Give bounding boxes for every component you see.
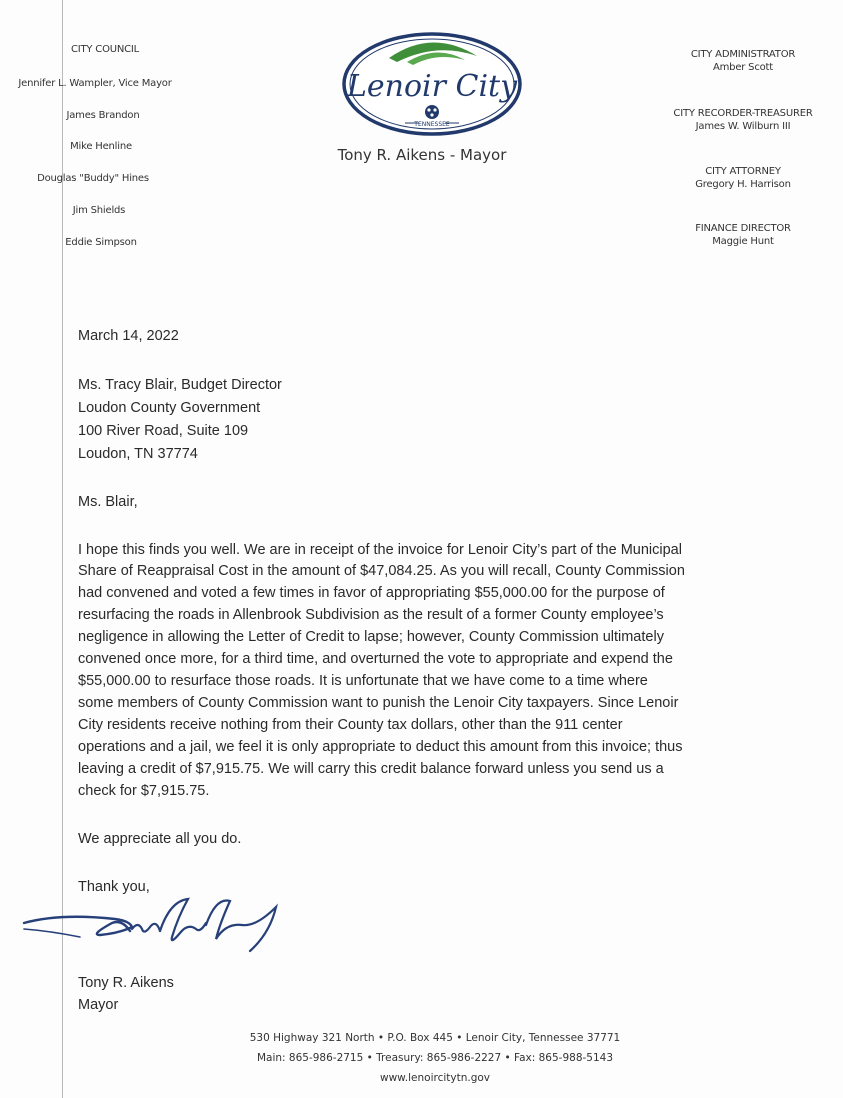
closing-line: Thank you, <box>78 879 150 895</box>
council-member: Jennifer L. Wampler, Vice Mayor <box>18 78 172 89</box>
official-block <box>643 48 843 74</box>
body-line: some members of County Commission want to punish the Lenoir City taxpayers. Since Lenoir <box>78 695 679 711</box>
official-title: CITY ATTORNEY <box>705 166 781 177</box>
official-block <box>643 165 843 191</box>
council-member: Jim Shields <box>72 205 126 216</box>
body-line: convened once more, for a third time, and overturned the vote to appropriate and expend the <box>78 651 673 667</box>
logo-state: TENNESSEE <box>414 121 450 128</box>
signer-title: Mayor <box>78 997 119 1013</box>
body-line: negligence in allowing the Letter of Credit to lapse; however, County Commission ultimately <box>78 629 664 645</box>
signer-name: Tony R. Aikens <box>78 975 174 991</box>
footer-phones: Main: 865-986-2715 • Treasury: 865-986-2227 • Fax: 865-988-5143 <box>256 1052 614 1064</box>
appreciation-line: We appreciate all you do. <box>78 831 242 847</box>
city-logo <box>337 28 527 140</box>
body-line: check for $7,915.75. <box>78 783 210 799</box>
official-name: James W. Wilburn III <box>695 121 791 132</box>
body-line: I hope this finds you well. We are in receipt of the invoice for Lenoir City’s part of the Municipal <box>78 542 682 558</box>
official-name: Maggie Hunt <box>712 236 774 247</box>
council-heading: CITY COUNCIL <box>70 44 140 55</box>
recipient-line: Loudon County Government <box>78 400 261 416</box>
official-block <box>643 107 843 133</box>
footer-address: 530 Highway 321 North • P.O. Box 445 • Lenoir City, Tennessee 37771 <box>249 1032 621 1044</box>
council-member: James Brandon <box>66 110 140 121</box>
salutation: Ms. Blair, <box>78 494 138 510</box>
council-member: Mike Henline <box>70 141 132 152</box>
body-line: $55,000.00 to resurface those roads. It is unfortunate that we have come to a time where <box>78 673 648 689</box>
signature-icon <box>20 893 310 963</box>
body-line: resurfacing the roads in Allenbrook Subdivision as the result of a former County employee’s <box>78 607 664 623</box>
mayor-line: Tony R. Aikens - Mayor <box>337 146 507 164</box>
city-seal-icon <box>337 28 527 140</box>
council-member: Eddie Simpson <box>65 237 137 248</box>
footer-website: www.lenoircitytn.gov <box>379 1072 491 1084</box>
official-block <box>643 222 843 248</box>
letter-date: March 14, 2022 <box>78 328 179 344</box>
recipient-line: Loudon, TN 37774 <box>78 446 198 462</box>
recipient-line: 100 River Road, Suite 109 <box>78 423 249 439</box>
body-line: Share of Reappraisal Cost in the amount of $47,084.25. As you will recall, County Commission <box>78 563 685 579</box>
body-line: operations and a jail, we feel it is only appropriate to deduct this amount from this invoice; thus <box>78 739 683 755</box>
official-title: FINANCE DIRECTOR <box>695 223 791 234</box>
body-line: had convened and voted a few times in favor of appropriating $55,000.00 for the purpose of <box>78 585 665 601</box>
official-name: Gregory H. Harrison <box>695 179 791 190</box>
official-name: Amber Scott <box>713 62 773 73</box>
official-title: CITY ADMINISTRATOR <box>690 49 796 60</box>
official-title: CITY RECORDER-TREASURER <box>673 108 813 119</box>
recipient-line: Ms. Tracy Blair, Budget Director <box>78 377 282 393</box>
council-member: Douglas "Buddy" Hines <box>37 173 149 184</box>
letterhead-footer <box>200 1028 670 1088</box>
logo-city-name: Lenoir City <box>346 69 518 104</box>
signature <box>20 893 310 963</box>
body-line: City residents receive nothing from their County tax dollars, other than the 911 center <box>78 717 623 733</box>
body-line: leaving a credit of $7,915.75. We will carry this credit balance forward unless you send us a <box>78 761 664 777</box>
